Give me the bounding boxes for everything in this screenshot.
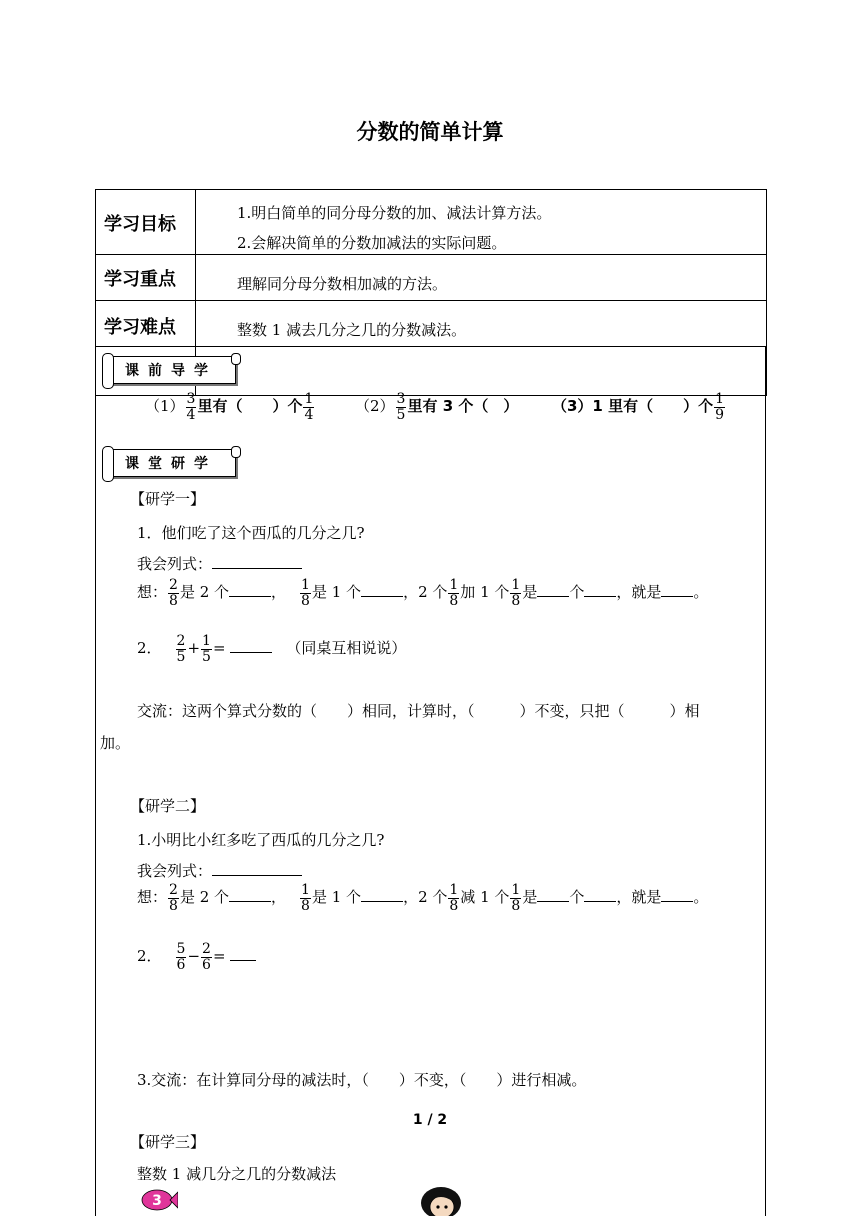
fraction: $\frac{1}{5}$ xyxy=(202,633,211,665)
answer-blank xyxy=(537,887,569,902)
fraction: $\frac{1}{8}$ xyxy=(449,882,459,914)
fraction: $\frac{2}{5}$ xyxy=(176,633,186,665)
section2-question-3: 3.交流：在计算同分母的减法时，（ ）不变，（ ）进行相减。 xyxy=(137,1071,587,1089)
fraction: $\frac{3}{5}$ xyxy=(396,391,406,423)
objective-line: 2.会解决简单的分数加减法的实际问题。 xyxy=(237,234,507,252)
section1-think: 想： $\frac{2}{8}$ 是 2 个 ， $\frac{1}{8}$ 是 1 个 ，2 个 $\frac{1}{8}$ 加 1 个 $\frac{1}{8}$ 是 个 ，就是 。 xyxy=(137,577,709,609)
section2-formula: 我会列式： xyxy=(137,860,302,881)
preview-question-2 xyxy=(355,392,518,422)
answer-blank xyxy=(230,946,256,961)
fraction: $\frac{2}{8}$ xyxy=(169,577,178,609)
section2-think: 想： $\frac{2}{8}$ 是 2 个 ， $\frac{1}{8}$ 是 1 个 ，2 个 $\frac{1}{8}$ 减 1 个 $\frac{1}{8}$ 是 个 ，就是 。 xyxy=(137,882,709,914)
fraction: $\frac{1}{8}$ xyxy=(449,577,459,609)
section1-question-1: 1．他们吃了这个西瓜的几分之几? xyxy=(137,524,365,542)
row-label-objectives: 学习目标 xyxy=(104,214,176,235)
formula-answer-blank xyxy=(212,861,302,876)
answer-blank xyxy=(537,582,569,597)
banner-preview-label: 课前导学 xyxy=(125,363,217,379)
answer-blank xyxy=(361,887,403,902)
preview-question-3 xyxy=(552,392,726,422)
answer-blank xyxy=(229,887,271,902)
section3-line: 整数 1 减几分之几的分数减法 xyxy=(137,1165,337,1183)
fraction: $\frac{2}{6}$ xyxy=(202,941,211,973)
section1-formula xyxy=(137,553,302,574)
scroll-curl-icon xyxy=(231,446,241,458)
table-row-divider xyxy=(95,300,766,301)
fraction: $\frac{1}{8}$ xyxy=(301,882,310,914)
badge-number: 3 xyxy=(152,1193,162,1209)
girl-illustration-icon xyxy=(418,1183,464,1216)
section1-question-2: 2． $\frac{2}{5}$ + $\frac{1}{5}$ = （同桌互相说说） xyxy=(137,633,407,665)
objective-line: 1.明白简单的同分母分数的加、减法计算方法。 xyxy=(237,204,552,222)
page-title: 分数的简单计算 xyxy=(356,120,504,144)
answer-blank xyxy=(230,638,272,653)
fraction: $\frac{1}{8}$ xyxy=(511,882,521,914)
fish-badge-icon xyxy=(140,1186,178,1212)
q1-mid: 里有（ ）个 xyxy=(197,397,303,416)
table-row-divider xyxy=(95,254,766,255)
answer-blank xyxy=(361,582,403,597)
fraction: $\frac{1}{4}$ xyxy=(304,391,314,423)
preview-question-1 xyxy=(145,392,315,422)
scroll-curl-icon xyxy=(102,446,114,482)
answer-blank xyxy=(661,887,693,902)
answer-blank xyxy=(229,582,271,597)
banner-class-study xyxy=(108,449,236,477)
formula-answer-blank xyxy=(212,554,302,569)
section1-exchange-cont: 加。 xyxy=(100,734,131,752)
table-row-divider xyxy=(95,346,766,347)
key-point-line: 理解同分母分数相加减的方法。 xyxy=(237,275,448,293)
content-frame-right xyxy=(765,346,766,1216)
row-label-difficulty: 学习难点 xyxy=(104,317,176,338)
banner-preview xyxy=(108,356,236,384)
section2-question-1: 1.小明比小红多吃了西瓜的几分之几? xyxy=(137,831,385,849)
q1-prefix: （1） xyxy=(145,397,185,416)
section1-exchange: 交流：这两个算式分数的（ ）相同，计算时，（ ）不变，只把（ ）相 xyxy=(137,702,700,720)
section2-heading: 【研学二】 xyxy=(130,797,206,815)
content-frame-left xyxy=(95,346,96,1216)
fraction: $\frac{5}{6}$ xyxy=(176,941,186,973)
q2-prefix: （2） xyxy=(355,397,395,416)
q3-text: （3）1 里有（ ）个 xyxy=(552,397,714,416)
banner-class-study-label: 课堂研学 xyxy=(125,456,217,472)
difficulty-line: 整数 1 减去几分之几的分数减法。 xyxy=(237,321,467,339)
row-label-key-points: 学习重点 xyxy=(104,269,176,290)
section1-heading: 【研学一】 xyxy=(130,490,206,508)
scroll-curl-icon xyxy=(102,353,114,389)
q2-mid: 里有 3 个（ ） xyxy=(407,397,519,416)
note: （同桌互相说说） xyxy=(286,639,407,658)
fraction: $\frac{1}{9}$ xyxy=(715,391,725,423)
fraction: $\frac{3}{4}$ xyxy=(186,391,196,423)
answer-blank xyxy=(584,582,616,597)
fraction: $\frac{2}{8}$ xyxy=(169,882,178,914)
fraction: $\frac{1}{8}$ xyxy=(301,577,310,609)
section2-question-2: 2． $\frac{5}{6}$ − $\frac{2}{6}$ = xyxy=(137,942,256,972)
formula-label: 我会列式： xyxy=(137,555,213,573)
answer-blank xyxy=(661,582,693,597)
scroll-curl-icon xyxy=(231,353,241,365)
page-number: 1 / 2 xyxy=(412,1112,448,1128)
section3-heading: 【研学三】 xyxy=(130,1133,206,1151)
fraction: $\frac{1}{8}$ xyxy=(511,577,521,609)
answer-blank xyxy=(584,887,616,902)
